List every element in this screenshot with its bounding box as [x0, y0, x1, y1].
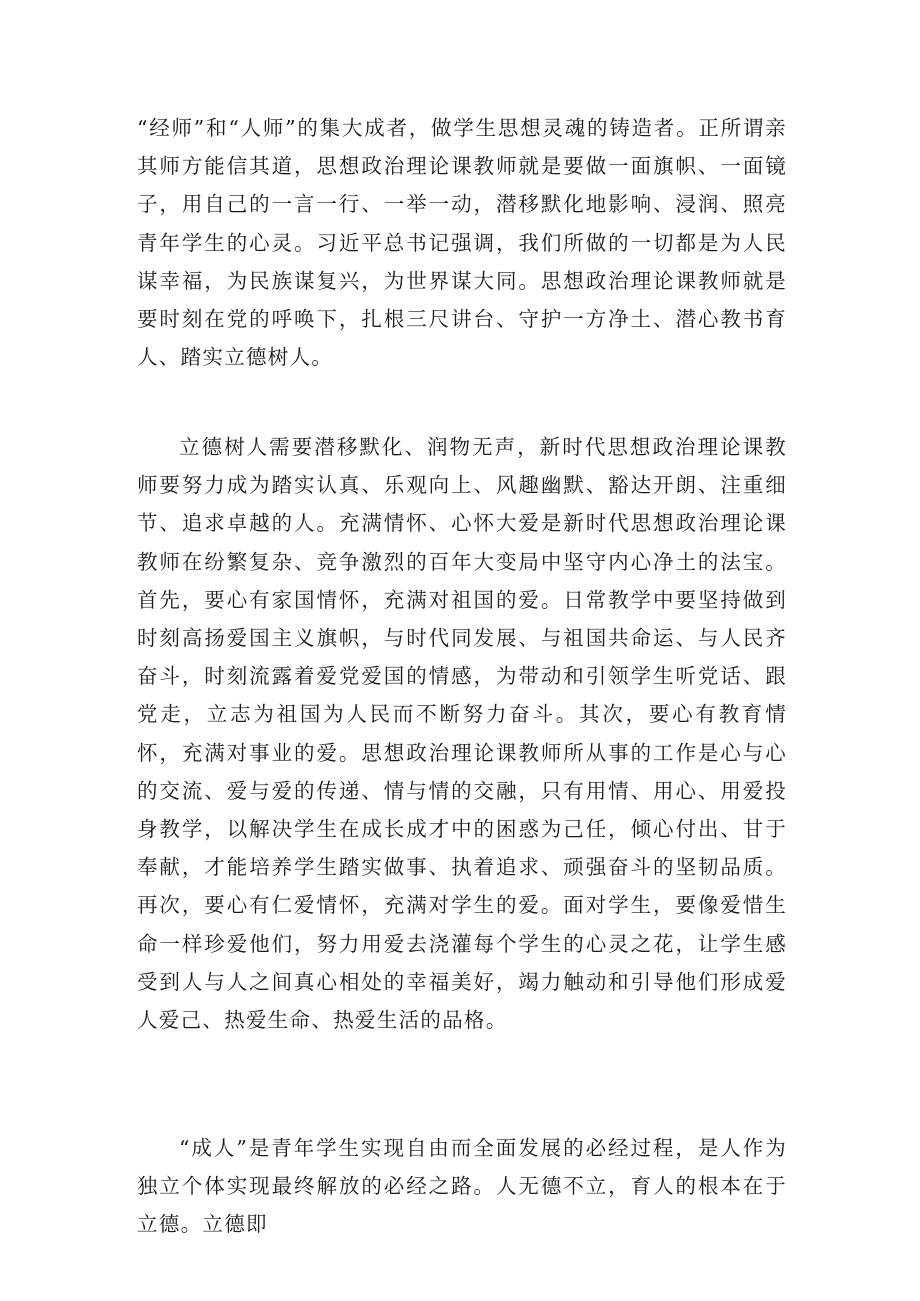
paragraph-text: “成人”是青年学生实现自由而全面发展的必经过程，是人作为独立个体实现最终解放的必经之路。人无德不立，育人的根本在于立德。立德即 [137, 1136, 787, 1237]
paragraph-2 [137, 428, 787, 1039]
paragraph-1 [137, 109, 787, 376]
paragraph-text: 立德树人需要潜移默化、润物无声，新时代思想政治理论课教师要努力成为踏实认真、乐观向上、风趣幽默、豁达开朗、注重细节、追求卓越的人。充满情怀、心怀大爱是新时代思想政治理论课教师在纷繁复杂、竞争激烈的百年大变局中坚守内心净土的法宝。首先，要心有家国情怀，充满对祖国的爱。日常教学中要坚持做到时刻高扬爱国主义旗帜，与时代同发展、与祖国共命运、与人民齐奋斗，时刻流露着爱党爱国的情感，为带动和引领学生听党话、跟党走，立志为祖国为人民而不断努力奋斗。其次，要心有教育情怀，充满对事业的爱。思想政治理论课教师所从事的工作是心与心的交流、爱与爱的传递、情与情的交融，只有用情、用心、用爱投身教学，以解决学生在成长成才中的困惑为己任，倾心付出、甘于奉献，才能培养学生踏实做事、执着追求、顽强奋斗的坚韧品质。再次，要心有仁爱情怀，充满对学生的爱。面对学生，要像爱惜生命一样珍爱他们，努力用爱去浇灌每个学生的心灵之花，让学生感受到人与人之间真心相处的幸福美好，竭力触动和引导他们形成爱人爱己、热爱生命、热爱生活的品格。 [137, 435, 787, 1033]
paragraph-text: “经师”和“人师”的集大成者，做学生思想灵魂的铸造者。正所谓亲其师方能信其道，思想政治理论课教师就是要做一面旗帜、一面镜子，用自己的一言一行、一举一动，潜移默化地影响、浸润、照亮青年学生的心灵。习近平总书记强调，我们所做的一切都是为人民谋幸福，为民族谋复兴，为世界谋大同。思想政治理论课教师就是要时刻在党的呼唤下，扎根三尺讲台、守护一方净土、潜心教书育人、踏实立德树人。 [137, 116, 787, 370]
paragraph-3 [137, 1129, 787, 1244]
